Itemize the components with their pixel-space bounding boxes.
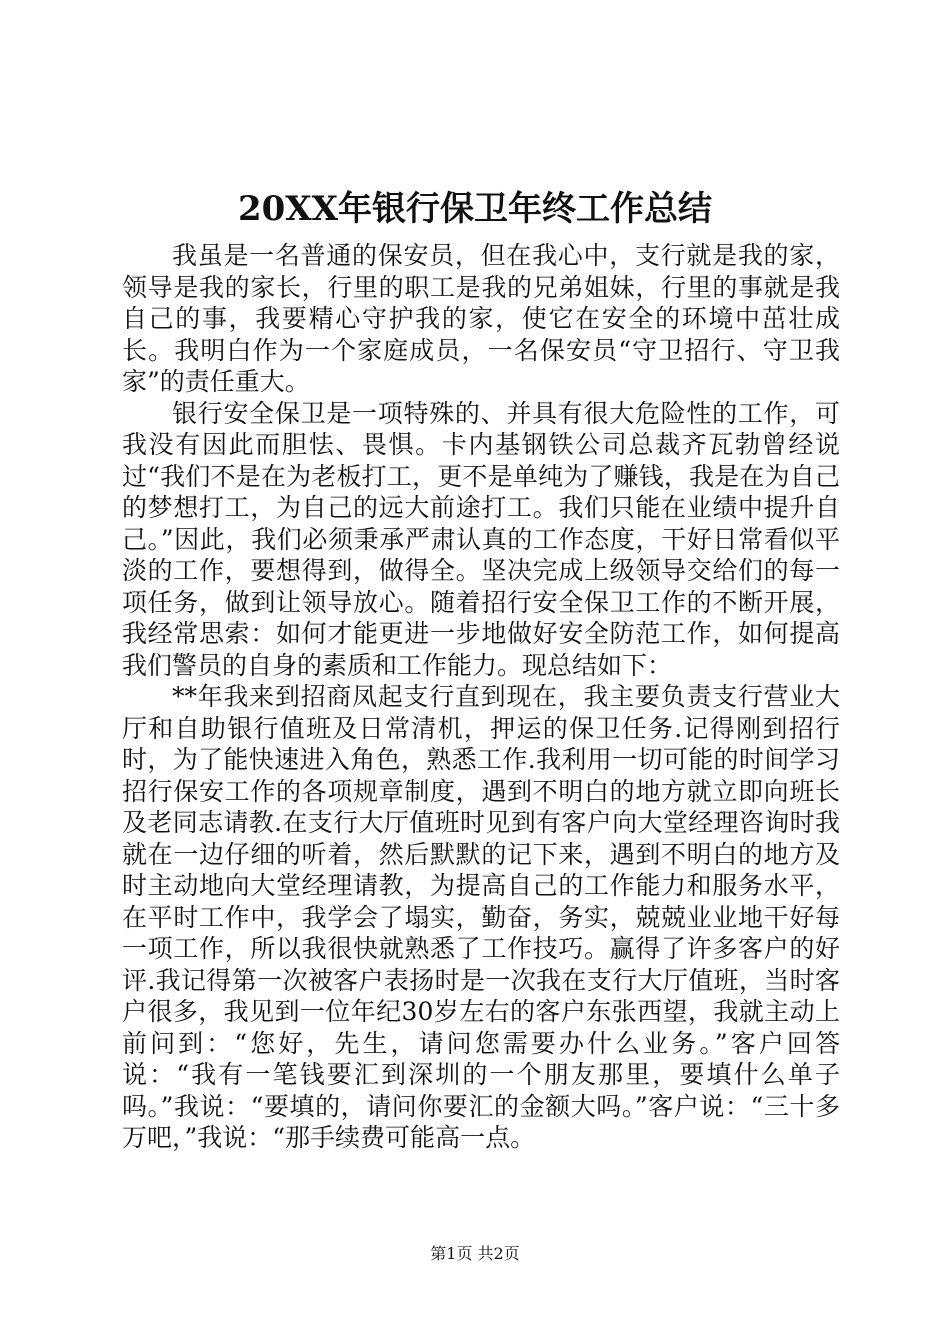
paragraph-1: 我虽是一名普通的保安员，但在我心中，支行就是我的家，领导是我的家长，行里的职工是我的兄弟姐妹，行里的事就是我自己的事，我要精心守护我的家，使它在安全的环境中茁壮成长。我明白作为一个家庭成员，一名保安员“守卫招行、守卫我家”的责任重大。 (122, 241, 840, 396)
paragraph-3: **年我来到招商凤起支行直到现在，我主要负责支行营业大厅和自助银行值班及日常清机，押运的保卫任务.记得刚到招行时，为了能快速进入角色，熟悉工作.我利用一切可能的时间学习招行保安工作的各项规章制度，遇到不明白的地方就立即向班长及老同志请教.在支行大厅值班时见到有客户向大堂经理咨询时我就在一边仔细的听着，然后默默的记下来，遇到不明白的地方及时主动地向大堂经理请教，为提高自己的工作能力和服务水平，在平时工作中，我学会了塌实，勤奋，务实，兢兢业业地干好每一项工作，所以我很快就熟悉了工作技巧。赢得了许多客户的好评.我记得第一次被客户表扬时是一次我在支行大厅值班，当时客户很多，我见到一位年纪30岁左右的客户东张西望，我就主动上前问到：“您好，先生，请问您需要办什么业务。”客户回答说：“我有一笔钱要汇到深圳的一个朋友那里，要填什么单子吗。”我说：“要填的，请问你要汇的金额大吗。”客户说：“三十多万吧，”我说：“那手续费可能高一点。 (122, 682, 840, 1152)
page-number-footer: 第1页 共2页 (430, 1244, 520, 1263)
document-title: 20XX年银行保卫年终工作总结 (237, 189, 713, 229)
document-body (122, 240, 840, 1154)
paragraph-2: 银行安全保卫是一项特殊的、并具有很大危险性的工作，可我没有因此而胆怯、畏惧。卡内基钢铁公司总裁齐瓦勃曾经说过“我们不是在为老板打工，更不是单纯为了赚钱，我是在为自己的梦想打工，为自己的远大前途打工。我们只能在业绩中提升自己。”因此，我们必须秉承严肃认真的工作态度，干好日常看似平淡的工作，要想得到，做得全。坚决完成上级领导交给们的每一项任务，做到让领导放心。随着招行安全保卫工作的不断开展，我经常思索：如何才能更进一步地做好安全防范工作，如何提高我们警员的自身的素质和工作能力。现总结如下： (122, 398, 840, 680)
